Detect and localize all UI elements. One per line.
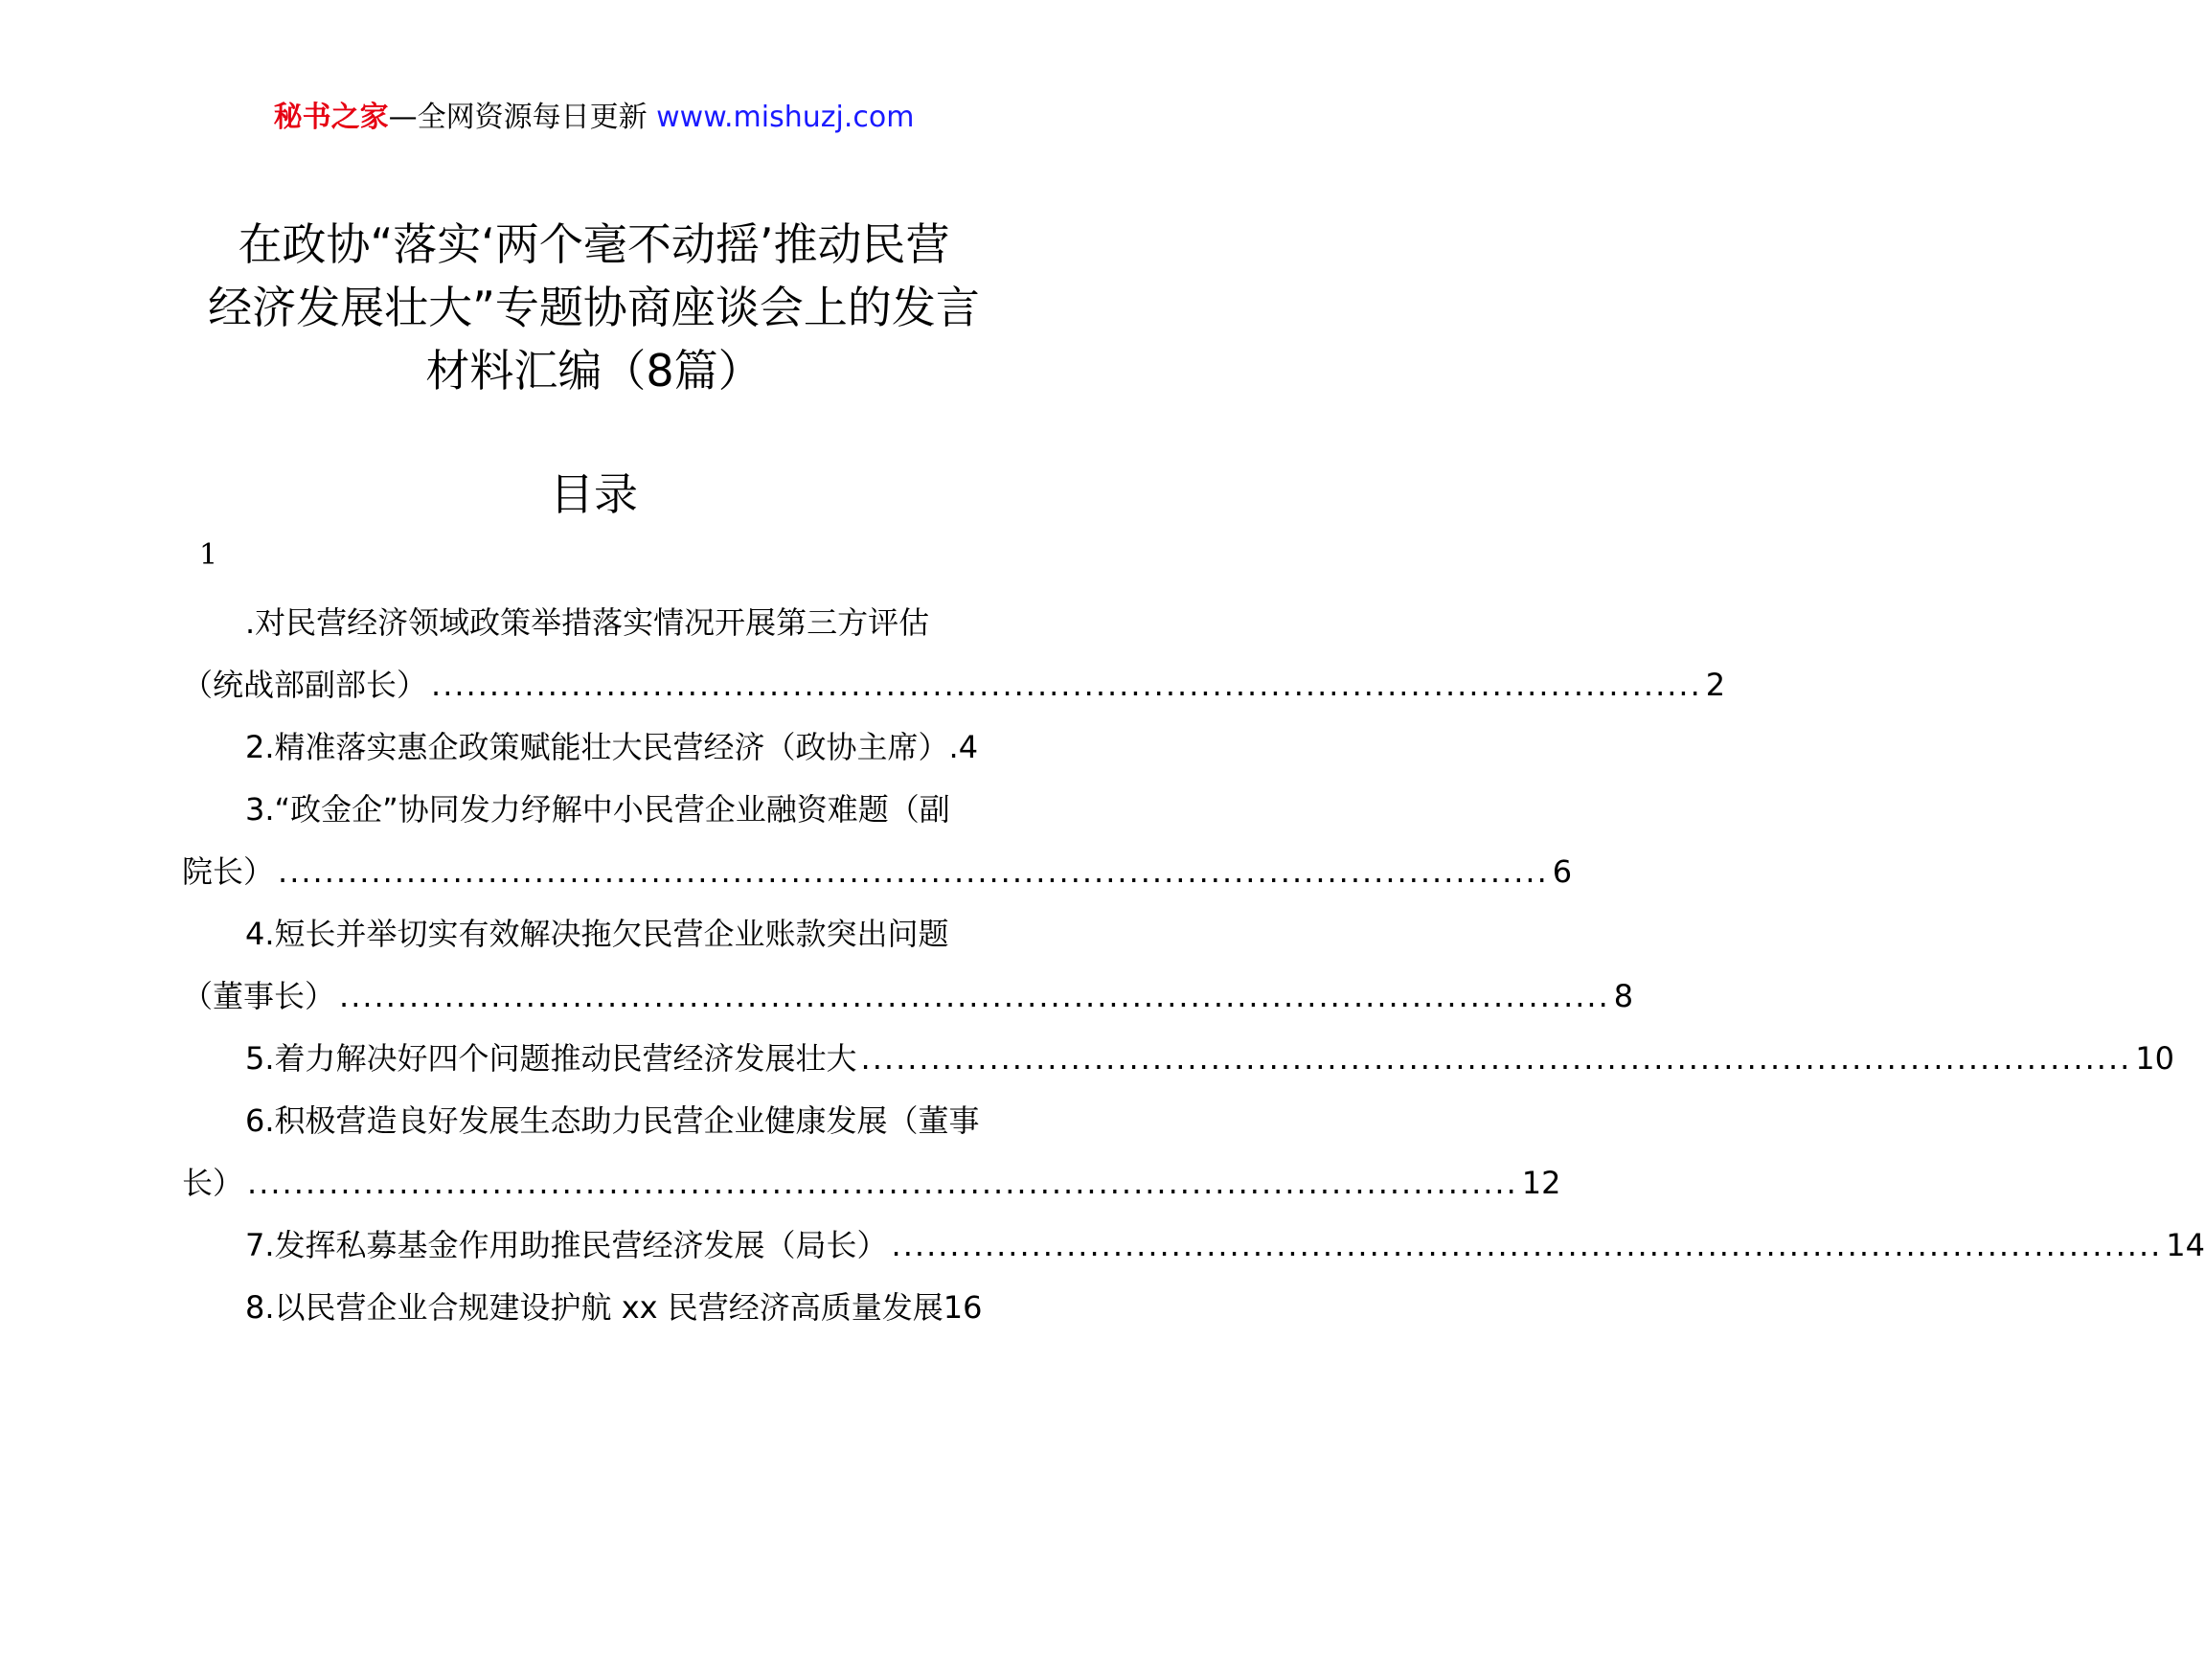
header-tagline: —全网资源每日更新 — [388, 101, 648, 134]
toc-entry-2[interactable] — [182, 716, 1006, 779]
site-link[interactable]: www.mishuzj.com — [656, 101, 915, 134]
toc-entry-1-line2[interactable] — [182, 654, 1726, 716]
toc-page-number: 16 — [943, 1289, 983, 1326]
document-title — [144, 213, 1044, 402]
table-of-contents — [182, 592, 2205, 1339]
toc-page-number: 10 — [2135, 1040, 2174, 1077]
toc-entry-6-line2[interactable] — [182, 1152, 1561, 1215]
toc-entry-text: 3.“政金企”协同发力纾解中小民营企业融资难题（副 — [245, 791, 950, 828]
toc-entry-text: 7.发挥私募基金作用助推民营经济发展（局长） — [245, 1227, 888, 1263]
toc-entry-1-line1[interactable] — [182, 592, 1006, 654]
dot-leader: ............................................................................................................. — [860, 1040, 2132, 1077]
toc-entry-text: 院长） — [182, 853, 275, 890]
toc-page-number: 2 — [1705, 667, 1726, 703]
toc-page-number: 6 — [1552, 853, 1573, 890]
toc-entry-text: （董事长） — [182, 978, 336, 1014]
toc-entry-6-line1[interactable] — [182, 1090, 1006, 1152]
title-line: 材料汇编（8篇） — [425, 345, 762, 397]
dot-leader: ............................................................................................................. — [278, 853, 1549, 890]
site-header — [0, 96, 1188, 140]
toc-item-number: 1 — [199, 538, 218, 572]
toc-entry-text: 5.着力解决好四个问题推动民营经济发展壮大 — [245, 1040, 857, 1077]
toc-entry-5[interactable] — [182, 1028, 2174, 1090]
toc-page-number: 14 — [2166, 1227, 2205, 1263]
toc-entry-4-line2[interactable] — [182, 965, 1634, 1028]
toc-entry-text: 4.短长并举切实有效解决拖欠民营企业账款突出问题 — [245, 916, 949, 952]
toc-entry-7[interactable] — [182, 1215, 2205, 1277]
toc-entry-text: .对民营经济领域政策举措落实情况开展第三方评估 — [245, 604, 930, 641]
dot-leader: ............................................................................................................. — [891, 1227, 2163, 1263]
brand-name: 秘书之家 — [273, 101, 389, 134]
toc-entry-3-line2[interactable] — [182, 841, 1573, 903]
title-line: 在政协“落实‘两个毫不动摇’推动民营 — [238, 218, 950, 270]
dot-leader: ............................................................................................................. — [431, 667, 1702, 703]
toc-entry-text: 长） — [182, 1165, 244, 1201]
toc-entry-text: 6.积极营造良好发展生态助力民营企业健康发展（董事 — [245, 1102, 980, 1139]
toc-entry-text: 2.精准落实惠企政策赋能壮大民营经济（政协主席）.4 — [245, 729, 979, 765]
toc-entry-3-line1[interactable] — [182, 779, 1006, 841]
title-line: 经济发展壮大”专题协商座谈会上的发言 — [208, 282, 980, 333]
toc-page-number: 8 — [1613, 978, 1634, 1014]
toc-entry-4-line1[interactable] — [182, 903, 1006, 965]
toc-entry-text: （统战部副部长） — [182, 667, 428, 703]
toc-heading: 目录 — [550, 468, 638, 520]
toc-page-number: 12 — [1521, 1165, 1561, 1201]
dot-leader: ............................................................................................................. — [339, 978, 1610, 1014]
toc-entry-text: 8.以民营企业合规建设护航 xx 民营经济高质量发展 — [245, 1289, 943, 1326]
dot-leader: ............................................................................................................. — [247, 1165, 1518, 1201]
toc-entry-8[interactable] — [182, 1277, 1006, 1339]
